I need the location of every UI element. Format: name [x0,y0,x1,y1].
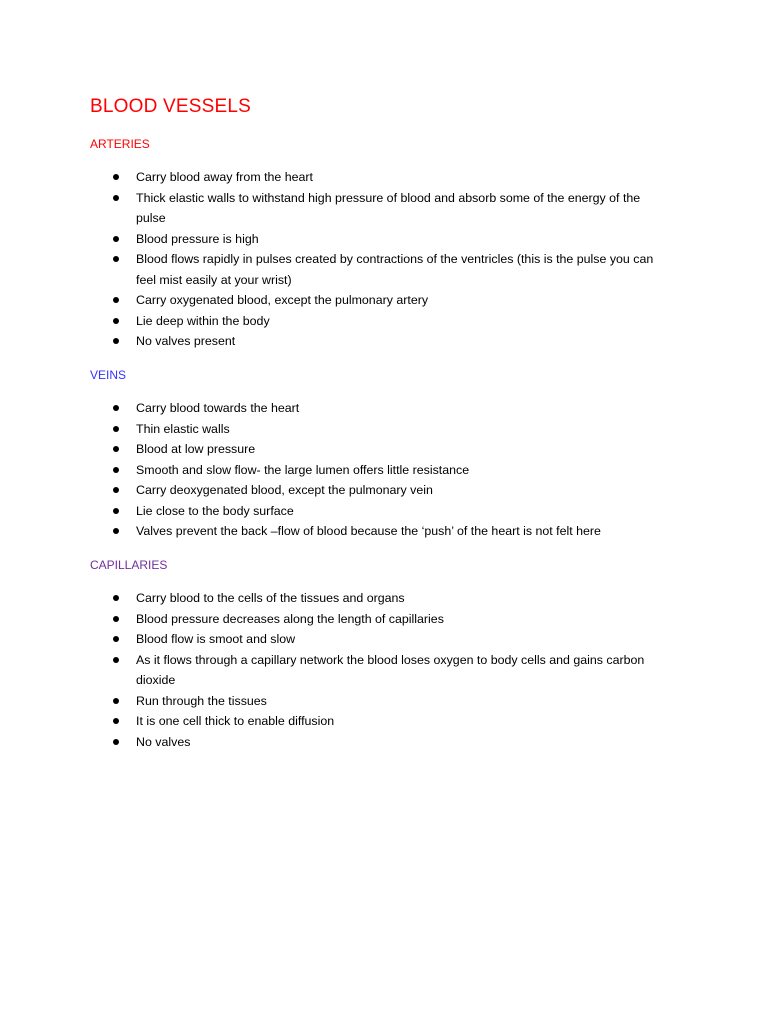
section-heading-capillaries: CAPILLARIES [90,558,168,572]
list-item: No valves [0,732,768,753]
list-item: Valves prevent the back –flow of blood because the ‘push’ of the heart is not felt here [0,521,768,542]
section-heading-arteries: ARTERIES [90,137,150,151]
bullet-icon [113,195,119,201]
bullet-icon [113,318,119,324]
list-item: Thick elastic walls to withstand high pressure of blood and absorb some of the energy of the pulse [0,188,768,229]
list-item: Smooth and slow flow- the large lumen offers little resistance [0,460,768,481]
list-item: Thin elastic walls [0,419,768,440]
bullet-icon [113,718,119,724]
capillaries-list [0,588,768,752]
bullet-icon [113,174,119,180]
bullet-icon [113,595,119,601]
list-item: Blood at low pressure [0,439,768,460]
bullet-icon [113,636,119,642]
bullet-icon [113,338,119,344]
list-item: Carry blood away from the heart [0,167,768,188]
list-item: It is one cell thick to enable diffusion [0,711,768,732]
list-item: Carry deoxygenated blood, except the pulmonary vein [0,480,768,501]
bullet-icon [113,405,119,411]
bullet-icon [113,508,119,514]
list-item: Carry blood towards the heart [0,398,768,419]
bullet-icon [113,616,119,622]
list-item: Lie close to the body surface [0,501,768,522]
bullet-icon [113,739,119,745]
list-item: Lie deep within the body [0,311,768,332]
bullet-icon [113,256,119,262]
bullet-icon [113,446,119,452]
arteries-list [0,167,768,352]
list-item: Carry oxygenated blood, except the pulmonary artery [0,290,768,311]
list-item: As it flows through a capillary network the blood loses oxygen to body cells and gains carbon dioxide [0,650,768,691]
list-item: Carry blood to the cells of the tissues and organs [0,588,768,609]
list-item: Blood pressure is high [0,229,768,250]
bullet-icon [113,467,119,473]
list-item: Blood flow is smoot and slow [0,629,768,650]
bullet-icon [113,698,119,704]
bullet-icon [113,426,119,432]
bullet-icon [113,528,119,534]
document-title: BLOOD VESSELS [90,96,252,117]
list-item: Blood pressure decreases along the length of capillaries [0,609,768,630]
veins-list [0,398,768,542]
list-item: No valves present [0,331,768,352]
bullet-icon [113,657,119,663]
list-item: Run through the tissues [0,691,768,712]
bullet-icon [113,297,119,303]
list-item: Blood flows rapidly in pulses created by contractions of the ventricles (this is the pulse you can feel mist easily at your wrist) [0,249,768,290]
bullet-icon [113,236,119,242]
bullet-icon [113,487,119,493]
section-heading-veins: VEINS [90,368,127,382]
